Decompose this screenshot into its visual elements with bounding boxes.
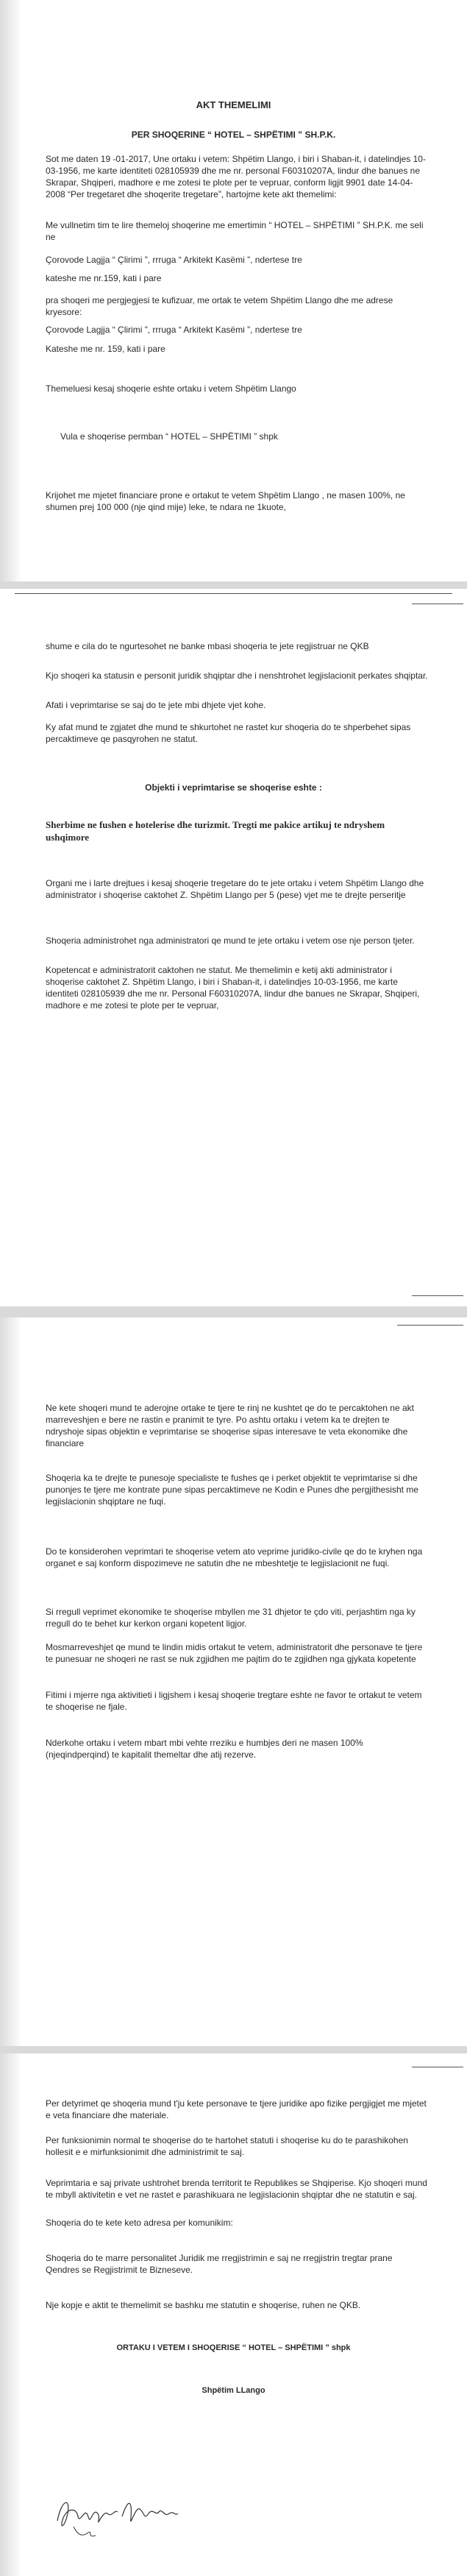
paragraph: pra shoqeri me pergjegjesi te kufizuar, me ortak te vetem Shpëtim Llango dhe me adrese kryesore: [46,295,393,317]
paragraph: Shoqeria administrohet nga administratori qe mund te jete ortaku i vetem ose nje person tjeter. [46,935,415,946]
scan-shadow [0,2053,22,2576]
paragraph: Ky afat mund te zgjatet dhe mund te shkurtohet ne rastet kur shoqeria do te shperbehet sipas percaktimeve qe pasqyrohen ne statut. [46,722,411,744]
address-line: Çorovode Lagjja “ Çlirimi ”, rrruga “ Arkitekt Kasëmi ”, ndertese tre [46,325,302,335]
paragraph: Shoqeria ka te drejte te punesoje specialiste te fushes qe i perket objektit te veprimtarise si dhe punonjes te tjere me kontrate pune sipas percaktimeve ne Kodin e Punes dhe pergjithesisht me legjislacionin shqiptare ne fuqi. [46,1473,418,1507]
paragraph: Nderkohe ortaku i vetem mbart mbi vehte rreziku e humbjes deri ne masen 100% (njeqindperqind) te kapitalit themeltar dhe atij rezerve. [46,1738,363,1760]
paragraph: Shoqeria do te kete keto adresa per komunikim: [46,2218,233,2228]
paragraph: Fitimi i mjerre nga aktivitieti i ligjshem i kesaj shoqerie tregtare eshte ne favor te ortakut te vetem te shoqerise ne fjale. [46,1690,422,1712]
paragraph: Ne kete shoqeri mund te aderojne ortake te tjere te rinj ne kushtet qe do te percaktohen ne akt marreveshjen e bere ne rastin e pranimit te tyre. Po ashtu ortaku i vetem ka te drejten te ndryshoje sipas objektin e veprimtarise se shoqerise sipas interesave te veta ekonomike dhe financiare [46,1403,414,1448]
paragraph: Krijohet me mjetet financiare prone e ortakut te vetem Shpëtim Llango , ne masen 100%, ne shumen prej 100 000 (nje qind mije) leke, te ndara ne 1kuote, [46,490,405,512]
doc-subtitle: PER SHOQERINE “ HOTEL – SHPËTIMI ” SH.P.K. [131,130,336,140]
scan-line [412,1295,463,1296]
paragraph: Vula e shoqerise permban “ HOTEL – SHPËTIMI ” shpk [60,431,278,442]
document-page-3 [0,1317,467,2046]
paragraph: Veprimtaria e saj private ushtrohet brenda territorit te Republikes se Shqiperise. Kjo shoqeri mund te mbyll aktivitetin e vet ne rastet e parashikuara ne legjislacionin shqiptar dhe ne statutin e saj. [46,2178,427,2200]
paragraph: Si rregull veprimet ekonomike te shoqerise mbyllen me 31 dhjetor te çdo viti, perjashtim nga ky rregull do te behet kur kerkon organi kopetent ligjor. [46,1607,416,1629]
paragraph: Mosmarreveshjet qe mund te lindin midis ortakut te vetem, administratorit dhe personave te tjere te punesuar ne shoqeri ne rast se nuk zgjidhen me pajtim do te zgjidhen nga gjykata kopetente [46,1642,423,1664]
page-separator [0,2046,467,2053]
scan-line [397,1325,463,1326]
paragraph: Kopetencat e administratorit caktohen ne statut. Me themelimin e ketij akti administrator i shoqerise caktohet Z. Shpëtim Llango, i biri i Shaban-it, i datelindjes 10-03-1956, me karte identiteti 028105939 dhe me nr. Personal F60310207A, lindur dhe banues ne Skrapar, Shqiperi, madhore e me zotesi te plote per te vepruar, [46,965,420,1011]
signer-name: Shpëtim LLango [202,2386,265,2395]
signature-text: Shpëtim Llango [199,2542,204,2543]
document-page-1 [0,0,467,581]
paragraph: shume e cila do te ngurtesohet ne banke mbasi shoqeria te jete regjistruar ne QKB [46,641,369,651]
paragraph: Shoqeria do te marre personalitet Juridik me rregjistrimin e saj ne rregjistrin tregtar prane Qendres se Regjistrimit te Bizneseve. [46,2253,393,2275]
signature-heading: ORTAKU I VETEM I SHOQERISE “ HOTEL – SHPËTIMI ” shpk [116,2343,351,2352]
page-separator [0,1306,467,1317]
doc-title: AKT THEMELIMI [196,99,271,110]
scan-shadow [0,1317,22,2046]
address-line: kateshe me nr.159, kati i pare [46,273,162,283]
scan-line [15,593,452,594]
address-line: Kateshe me nr. 159, kati i pare [46,344,165,354]
paragraph: Nje kopje e aktit te themelimit se bashku me statutin e shoqerise, ruhen ne QKB. [46,2300,361,2310]
page-separator [0,581,467,589]
document-page-2 [0,589,467,1306]
paragraph: Themeluesi kesaj shoqerie eshte ortaku i vetem Shpëtim Llango [46,383,296,394]
paragraph: Organi me i larte drejtues i kesaj shoqerie tregetare do te jete ortaku i vetem Shpëtim Llango dhe administrator i shoqerise caktohet Z. Shpëtim Llango per 5 (pese) vjet me te drejte perseritje [46,878,424,900]
paragraph: Me vullnetim tim te lire themeloj shoqerine me emertimin “ HOTEL – SHPËTIMI ” SH.P.K. me seli ne [46,220,424,242]
scan-shadow [0,0,22,581]
paragraph: Afati i veprimtarise se saj do te jete mbi dhjete vjet kohe. [46,700,266,710]
paragraph: Sot me daten 19 -01-2017, Une ortaku i vetem: Shpëtim Llango, i biri i Shaban-it, i datelindjes 10-03-1956, me karte identiteti 028105939 dhe me nr. personal F60310207A, lindur dhe banues ne Skrapar, Shqiperi, madhore e me zotesi te plote per te vepruar, conform ligjit 9901 date 14-04-2008 “Per tregetaret dhe shoqerite tregetare”, hartojme kete akt themelimi: [46,154,426,199]
paragraph: Do te konsiderohen veprimtari te shoqerise vetem ato veprime juridiko-civile qe do te kryhen nga organet e saj konform dispozimeve ne satutin dhe ne mbeshtetje te legjislacionit ne fuqi. [46,1546,423,1568]
address-line: Çorovode Lagjja “ Çlirimi ”, rrruga “ Arkitekt Kasëmi ”, ndertese tre [46,255,302,265]
handwritten-signature [51,2491,204,2547]
paragraph: Per funksionimin normal te shoqerise do te hartohet statuti i shoqerise ku do te parashikohen hollesit e e mirfunksionimit dhe administrimit te saj. [46,2135,408,2157]
object-description: Sherbime ne fushen e hotelerise dhe turizmit. Tregti me pakice artikuj te ndryshem ushqimore [46,819,385,843]
section-heading: Objekti i veprimtarise se shoqerise eshte : [145,782,322,793]
paragraph: Kjo shoqeri ka statusin e personit juridik shqiptar dhe i nenshtrohet legjislacionit perkates shqiptar. [46,670,428,681]
paragraph: Per detyrimet qe shoqeria mund t'ju kete personave te tjere juridike apo fizike pergjigjet me mjetet e veta financiare dhe materiale. [46,2098,427,2120]
